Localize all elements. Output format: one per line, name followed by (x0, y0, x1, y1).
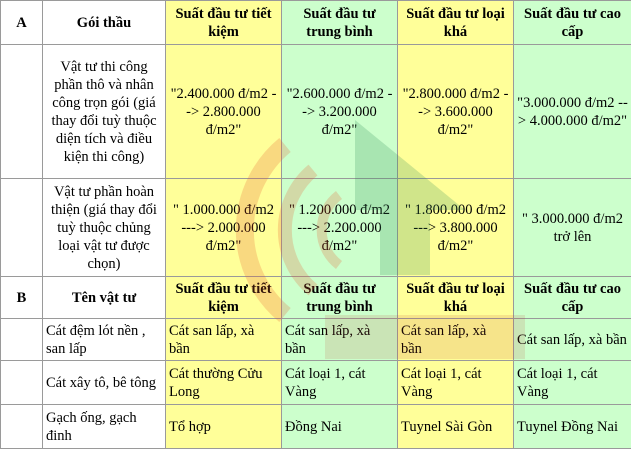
table-row (1, 405, 631, 449)
material-value: Tổ hợp (166, 405, 282, 449)
column-header-trung-binh: Suất đầu tư trung bình (282, 1, 398, 45)
column-header-tiet-kiem: Suất đầu tư tiết kiệm (166, 1, 282, 45)
section-a-header-label: Gói thầu (43, 1, 166, 45)
table-row (1, 361, 631, 405)
section-b-header-row (1, 277, 631, 319)
price-value: "2.600.000 đ/m2 --> 3.200.000 đ/m2" (282, 45, 398, 179)
row-label: Gạch ống, gạch đinh (43, 405, 166, 449)
row-label: Vật tư phần hoàn thiện (giá thay đổi tuỳ thuộc chủng loại vật tư được chọn) (43, 179, 166, 277)
price-value: " 1.000.000 đ/m2 ---> 2.000.000 đ/m2" (166, 179, 282, 277)
price-value: " 1.200.000 đ/m2 ---> 2.200.000 đ/m2" (282, 179, 398, 277)
price-value: "2.800.000 đ/m2 --> 3.600.000 đ/m2" (398, 45, 514, 179)
section-b-index: B (1, 277, 43, 319)
section-a-index: A (1, 1, 43, 45)
material-value: Cát loại 1, cát Vàng (514, 361, 631, 405)
material-value: Cát san lấp, xà bần (282, 319, 398, 361)
table-row (1, 45, 631, 179)
column-header-loai-kha: Suất đầu tư loại khá (398, 1, 514, 45)
table-row (1, 179, 631, 277)
price-value: " 1.800.000 đ/m2 ---> 3.800.000 đ/m2" (398, 179, 514, 277)
price-value: " 3.000.000 đ/m2 trở lên (514, 179, 631, 277)
section-a-header-row (1, 1, 631, 45)
empty-cell (1, 319, 43, 361)
material-value: Cát san lấp, xà bần (514, 319, 631, 361)
column-header-tiet-kiem: Suất đầu tư tiết kiệm (166, 277, 282, 319)
section-b-header-label: Tên vật tư (43, 277, 166, 319)
empty-cell (1, 361, 43, 405)
material-value: Đồng Nai (282, 405, 398, 449)
price-value: "2.400.000 đ/m2 --> 2.800.000 đ/m2" (166, 45, 282, 179)
empty-cell (1, 179, 43, 277)
price-value: "3.000.000 đ/m2 --> 4.000.000 đ/m2" (514, 45, 631, 179)
row-label: Vật tư thi công phần thô và nhân công trọn gói (giá thay đổi tuỳ thuộc diện tích và điều kiện thi công) (43, 45, 166, 179)
empty-cell (1, 405, 43, 449)
material-value: Tuynel Sài Gòn (398, 405, 514, 449)
column-header-cao-cap: Suất đầu tư cao cấp (514, 277, 631, 319)
material-value: Cát loại 1, cát Vàng (282, 361, 398, 405)
column-header-cao-cap: Suất đầu tư cao cấp (514, 1, 631, 45)
material-value: Cát san lấp, xà bần (398, 319, 514, 361)
row-label: Cát đệm lót nền , san lấp (43, 319, 166, 361)
material-value: Cát san lấp, xà bần (166, 319, 282, 361)
table-row (1, 319, 631, 361)
row-label: Cát xây tô, bê tông (43, 361, 166, 405)
column-header-trung-binh: Suất đầu tư trung bình (282, 277, 398, 319)
material-value: Cát loại 1, cát Vàng (398, 361, 514, 405)
column-header-loai-kha: Suất đầu tư loại khá (398, 277, 514, 319)
material-value: Cát thường Cửu Long (166, 361, 282, 405)
material-value: Tuynel Đồng Nai (514, 405, 631, 449)
empty-cell (1, 45, 43, 179)
